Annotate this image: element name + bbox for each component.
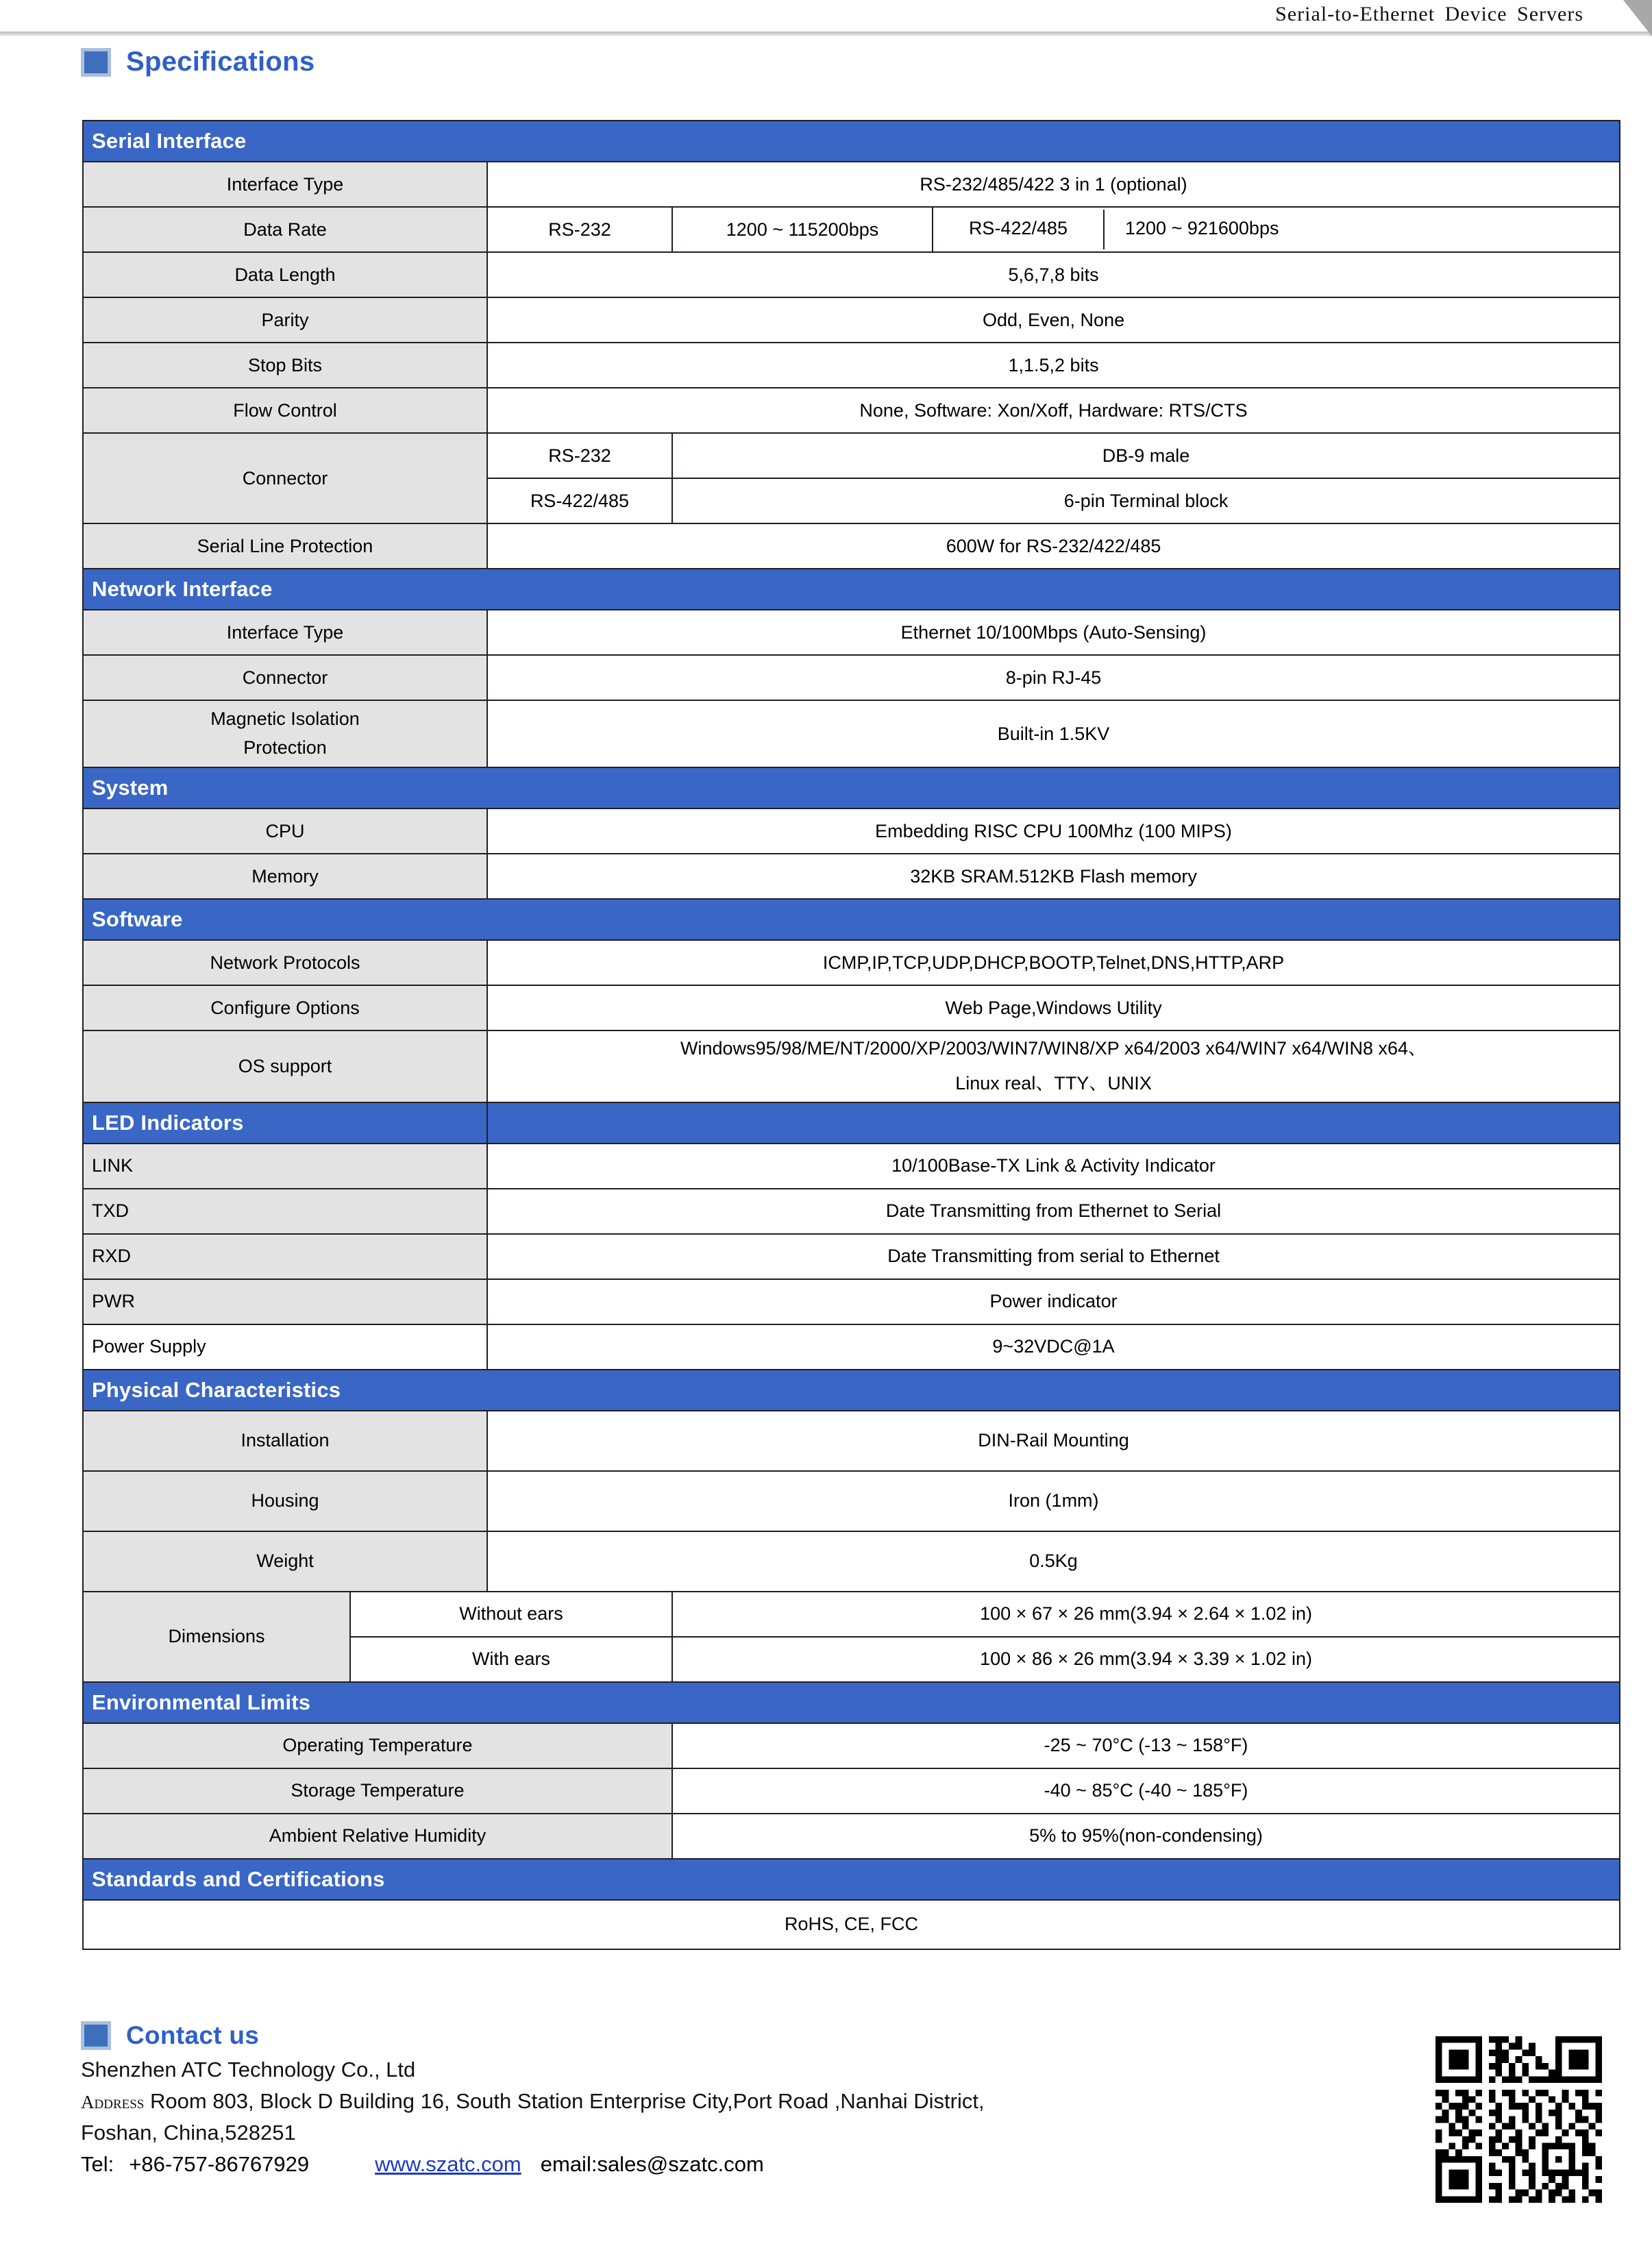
row-label-configure-options: Configure Options xyxy=(83,985,487,1030)
table-row xyxy=(83,1723,1620,1768)
row-value-os-support xyxy=(487,1030,1620,1102)
row-value-led-rxd: Date Transmitting from serial to Ethernet xyxy=(487,1234,1620,1279)
table-row xyxy=(83,162,1620,207)
row-subkey-dimensions-without-ears: Without ears xyxy=(350,1592,672,1637)
contact-email: email:sales@szatc.com xyxy=(540,2151,764,2176)
row-label-parity: Parity xyxy=(83,297,487,343)
row-label-led-pwr: PWR xyxy=(83,1279,487,1324)
row-label-connector-serial: Connector xyxy=(83,433,487,523)
row-value-connector-rs422: 6-pin Terminal block xyxy=(672,478,1620,523)
table-row xyxy=(83,899,1620,940)
row-label-cpu: CPU xyxy=(83,808,487,854)
contact-section xyxy=(81,2021,1520,2180)
row-label-network-protocols: Network Protocols xyxy=(83,940,487,985)
row-label-storage-temperature: Storage Temperature xyxy=(83,1768,672,1814)
row-value-cpu: Embedding RISC CPU 100Mhz (100 MIPS) xyxy=(487,808,1620,854)
table-row xyxy=(83,1189,1620,1234)
contact-heading-label: Contact us xyxy=(126,2021,260,2049)
table-row xyxy=(83,252,1620,297)
row-value-power-supply: 9~32VDC@1A xyxy=(487,1324,1620,1370)
section-header-environmental-limits: Environmental Limits xyxy=(83,1682,1620,1723)
row-label-led-txd: TXD xyxy=(83,1189,487,1234)
section-header-standards-certifications: Standards and Certifications xyxy=(83,1859,1620,1900)
row-value-data-rate-rs422-text: 1200 ~ 921600bps xyxy=(1125,218,1279,239)
table-row xyxy=(83,1471,1620,1531)
row-value-memory: 32KB SRAM.512KB Flash memory xyxy=(487,854,1620,899)
row-label-os-support: OS support xyxy=(83,1030,487,1102)
section-header-led-indicators-filler xyxy=(487,1102,1620,1144)
row-label-led-link: LINK xyxy=(83,1144,487,1189)
table-row xyxy=(83,1411,1620,1471)
row-label-housing: Housing xyxy=(83,1471,487,1531)
table-row xyxy=(83,610,1620,655)
row-label-data-rate: Data Rate xyxy=(83,207,487,252)
contact-tel-label: Tel: xyxy=(81,2151,114,2176)
row-value-dimensions-without-ears: 100 × 67 × 26 mm(3.94 × 2.64 × 1.02 in) xyxy=(672,1592,1620,1637)
table-row xyxy=(83,388,1620,433)
row-subkey-dimensions-with-ears: With ears xyxy=(350,1637,672,1682)
row-label-magnetic-isolation-line1: Magnetic Isolation xyxy=(210,708,360,730)
table-row xyxy=(83,1592,1620,1637)
table-row xyxy=(83,700,1620,767)
page-title xyxy=(81,47,315,77)
table-row xyxy=(83,1531,1620,1592)
row-value-dimensions-with-ears: 100 × 86 × 26 mm(3.94 × 3.39 × 1.02 in) xyxy=(672,1637,1620,1682)
page-title-label: Specifications xyxy=(126,47,315,77)
section-header-led-indicators: LED Indicators xyxy=(83,1102,487,1144)
square-bullet-icon xyxy=(81,48,111,77)
contact-address-label: Address xyxy=(81,2091,145,2112)
contact-tel-row xyxy=(81,2149,1520,2180)
row-value-ambient-humidity: 5% to 95%(non-condensing) xyxy=(672,1814,1620,1859)
page-header xyxy=(0,0,1652,36)
section-header-system: System xyxy=(83,767,1620,808)
row-label-dimensions: Dimensions xyxy=(83,1592,350,1682)
row-label-flow-control: Flow Control xyxy=(83,388,487,433)
row-value-operating-temperature: -25 ~ 70°C (-13 ~ 158°F) xyxy=(672,1723,1620,1768)
row-value-network-protocols: ICMP,IP,TCP,UDP,DHCP,BOOTP,Telnet,DNS,HTTP,ARP xyxy=(487,940,1620,985)
table-row xyxy=(83,1234,1620,1279)
table-row xyxy=(83,207,1620,252)
row-value-os-support-line1: Windows95/98/ME/NT/2000/XP/2003/WIN7/WIN8/XP x64/2003 x64/WIN7 x64/WIN8 x64、 xyxy=(680,1038,1427,1059)
row-value-magnetic-isolation: Built-in 1.5KV xyxy=(487,700,1620,767)
contact-address-text: Room 803, Block D Building 16, South Station Enterprise City,Port Road ,Nanhai District, xyxy=(149,2088,985,2113)
contact-address-line1 xyxy=(81,2086,1520,2117)
row-label-interface-type: Interface Type xyxy=(83,162,487,207)
row-value-led-txd: Date Transmitting from Ethernet to Serial xyxy=(487,1189,1620,1234)
row-label-power-supply: Power Supply xyxy=(83,1324,487,1370)
table-row xyxy=(83,985,1620,1030)
row-subkey-connector-rs422: RS-422/485 xyxy=(487,478,672,523)
row-label-magnetic-isolation xyxy=(83,700,487,767)
row-value-stop-bits: 1,1.5,2 bits xyxy=(487,343,1620,388)
row-value-weight: 0.5Kg xyxy=(487,1531,1620,1592)
table-row xyxy=(83,1102,1620,1144)
row-value-standards-certifications: RoHS, CE, FCC xyxy=(83,1900,1620,1949)
specifications-table xyxy=(82,120,1620,1950)
table-row xyxy=(83,121,1620,162)
table-row xyxy=(83,343,1620,388)
table-row xyxy=(83,1279,1620,1324)
row-value-led-pwr: Power indicator xyxy=(487,1279,1620,1324)
square-bullet-icon xyxy=(81,2021,111,2050)
row-value-data-rate-rs232: 1200 ~ 115200bps xyxy=(672,207,933,252)
header-corner-triangle-icon xyxy=(1623,0,1652,36)
page-header-title: Serial-to-Ethernet Device Servers xyxy=(1275,3,1583,25)
row-label-data-length: Data Length xyxy=(83,252,487,297)
table-row xyxy=(83,1814,1620,1859)
row-label-net-interface-type: Interface Type xyxy=(83,610,487,655)
table-row xyxy=(83,808,1620,854)
row-label-installation: Installation xyxy=(83,1411,487,1471)
row-value-os-support-line2: Linux real、TTY、UNIX xyxy=(955,1073,1152,1094)
row-subkey-data-rate-rs232: RS-232 xyxy=(487,207,672,252)
row-value-housing: Iron (1mm) xyxy=(487,1471,1620,1531)
table-row xyxy=(83,1900,1620,1949)
section-header-serial-interface: Serial Interface xyxy=(83,121,1620,162)
table-row xyxy=(83,433,1620,478)
table-row xyxy=(83,767,1620,808)
row-label-net-connector: Connector xyxy=(83,655,487,700)
section-header-network-interface: Network Interface xyxy=(83,569,1620,610)
table-row xyxy=(83,854,1620,899)
row-value-data-rate-rs422 xyxy=(933,207,1620,252)
row-value-interface-type: RS-232/485/422 3 in 1 (optional) xyxy=(487,162,1620,207)
row-label-operating-temperature: Operating Temperature xyxy=(83,1723,672,1768)
section-header-software: Software xyxy=(83,899,1620,940)
table-row xyxy=(83,1682,1620,1723)
table-row xyxy=(83,1324,1620,1370)
table-row xyxy=(83,569,1620,610)
row-label-serial-line-protection: Serial Line Protection xyxy=(83,523,487,569)
row-label-magnetic-isolation-line2: Protection xyxy=(243,737,327,758)
qr-code-icon xyxy=(1435,2036,1602,2203)
row-value-connector-rs232: DB-9 male xyxy=(672,433,1620,478)
row-value-net-connector: 8-pin RJ-45 xyxy=(487,655,1620,700)
contact-company-name: Shenzhen ATC Technology Co., Ltd xyxy=(81,2058,416,2082)
row-label-stop-bits: Stop Bits xyxy=(83,343,487,388)
row-label-weight: Weight xyxy=(83,1531,487,1592)
row-label-ambient-humidity: Ambient Relative Humidity xyxy=(83,1814,672,1859)
table-row xyxy=(83,1144,1620,1189)
row-value-installation: DIN-Rail Mounting xyxy=(487,1411,1620,1471)
table-row xyxy=(83,1370,1620,1411)
row-label-led-rxd: RXD xyxy=(83,1234,487,1279)
row-value-data-length: 5,6,7,8 bits xyxy=(487,252,1620,297)
row-value-flow-control: None, Software: Xon/Xoff, Hardware: RTS/CTS xyxy=(487,388,1620,433)
contact-address-line2: Foshan, China,528251 xyxy=(81,2120,296,2145)
row-value-configure-options: Web Page,Windows Utility xyxy=(487,985,1620,1030)
row-value-serial-line-protection: 600W for RS-232/422/485 xyxy=(487,523,1620,569)
contact-website-link[interactable]: www.szatc.com xyxy=(375,2151,521,2176)
table-row xyxy=(83,655,1620,700)
table-row xyxy=(83,940,1620,985)
row-value-storage-temperature: -40 ~ 85°C (-40 ~ 185°F) xyxy=(672,1768,1620,1814)
contact-tel-value: +86-757-86767929 xyxy=(129,2151,310,2176)
row-value-led-link: 10/100Base-TX Link & Activity Indicator xyxy=(487,1144,1620,1189)
contact-heading xyxy=(81,2021,1520,2050)
table-row xyxy=(83,297,1620,343)
row-subkey-connector-rs232: RS-232 xyxy=(487,433,672,478)
row-label-memory: Memory xyxy=(83,854,487,899)
row-subkey-data-rate-rs422: RS-422/485 xyxy=(968,218,1068,239)
table-row xyxy=(83,1859,1620,1900)
section-header-physical-characteristics: Physical Characteristics xyxy=(83,1370,1620,1411)
table-row xyxy=(83,523,1620,569)
row-value-parity: Odd, Even, None xyxy=(487,297,1620,343)
table-row xyxy=(83,1030,1620,1102)
table-row xyxy=(83,1768,1620,1814)
row-value-net-interface-type: Ethernet 10/100Mbps (Auto-Sensing) xyxy=(487,610,1620,655)
header-divider-rule xyxy=(0,32,1652,36)
